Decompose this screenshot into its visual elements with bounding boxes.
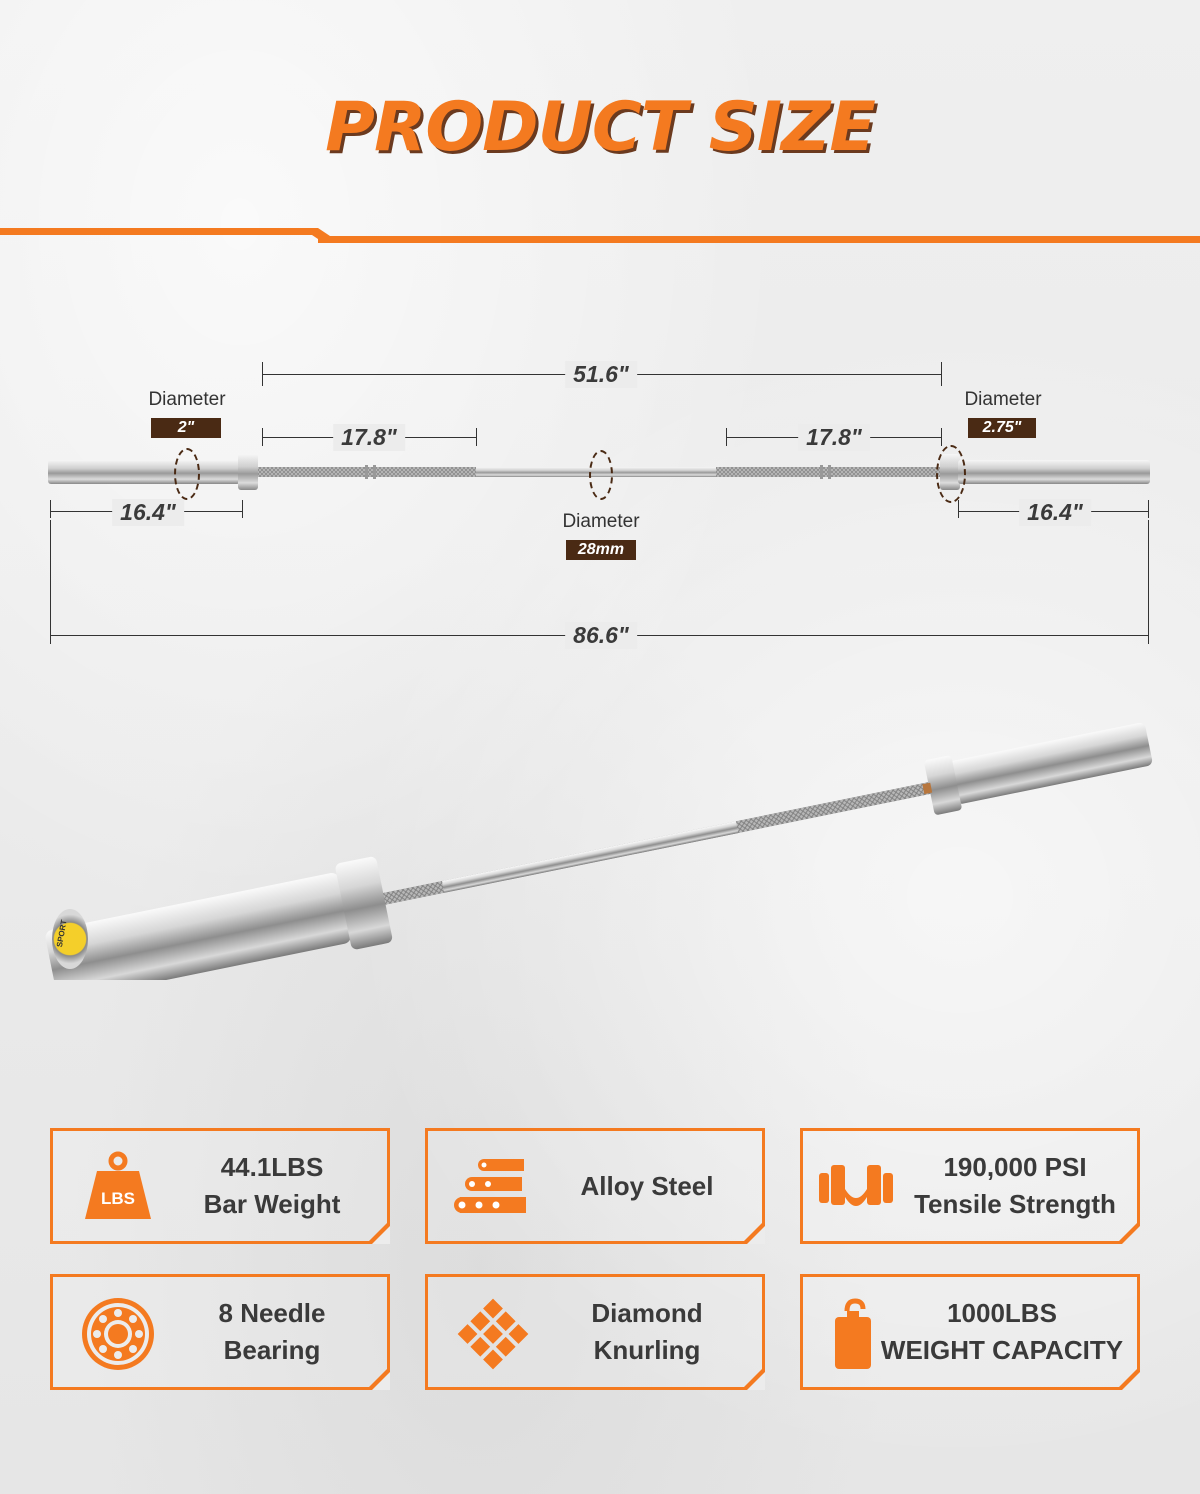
feature-label: Tensile Strength xyxy=(914,1189,1116,1219)
feature-value: 44.1LBS xyxy=(220,1152,324,1182)
feature-card-diamond-knurling xyxy=(425,1274,765,1390)
left-collar xyxy=(238,454,258,490)
svg-text:LBS: LBS xyxy=(101,1189,135,1208)
dim-left-sleeve: 16.4" xyxy=(112,499,184,526)
end-cap-text: SPORT xyxy=(54,919,69,948)
feature-label: Bearing xyxy=(223,1335,321,1365)
feature-value: 1000LBS xyxy=(947,1298,1057,1328)
divider-right xyxy=(318,236,1200,243)
divider-step xyxy=(312,228,332,243)
weight-icon xyxy=(79,1149,157,1227)
feature-label: Knurling xyxy=(593,1335,701,1365)
dim-overall-length: 86.6" xyxy=(565,622,637,649)
dim-inner-length: 51.6" xyxy=(565,361,637,388)
bearing-icon xyxy=(79,1295,157,1373)
left-sleeve xyxy=(48,460,240,484)
feature-value: 190,000 PSI xyxy=(943,1152,1087,1182)
dumbbell-icon xyxy=(817,1149,895,1227)
feature-card-weight-capacity xyxy=(800,1274,1140,1390)
diameter-right-label: Diameter xyxy=(964,389,1042,410)
right-sleeve xyxy=(958,460,1150,484)
feature-label: WEIGHT CAPACITY xyxy=(880,1335,1124,1365)
diameter-shaft-label: Diameter xyxy=(562,511,640,532)
diameter-left-ring xyxy=(174,448,200,500)
feature-label: Bar Weight xyxy=(203,1189,341,1219)
dim-right-sleeve: 16.4" xyxy=(1019,499,1091,526)
diameter-shaft-ring xyxy=(589,450,613,500)
feature-value: Alloy Steel xyxy=(580,1170,714,1201)
diameter-right-ring xyxy=(936,445,966,503)
page-title: PRODUCT SIZE xyxy=(325,88,875,167)
barbell-photo xyxy=(0,720,1200,980)
diameter-left-value: 2" xyxy=(151,418,221,438)
diamond-knurl-icon xyxy=(454,1295,532,1373)
feature-value: 8 Needle xyxy=(218,1298,326,1328)
dim-left-grip: 17.8" xyxy=(333,424,405,451)
divider-left xyxy=(0,228,318,235)
diameter-shaft-value: 28mm xyxy=(566,540,636,560)
feature-value: Diamond xyxy=(591,1298,703,1328)
dim-right-grip: 17.8" xyxy=(798,424,870,451)
feature-card-tensile-strength xyxy=(800,1128,1140,1244)
feature-card-bar-weight xyxy=(50,1128,390,1244)
feature-card-alloy-steel xyxy=(425,1128,765,1244)
diameter-right-value: 2.75" xyxy=(968,418,1036,438)
diameter-left-label: Diameter xyxy=(148,389,226,410)
alloy-steel-icon xyxy=(454,1149,532,1227)
feature-card-needle-bearing xyxy=(50,1274,390,1390)
